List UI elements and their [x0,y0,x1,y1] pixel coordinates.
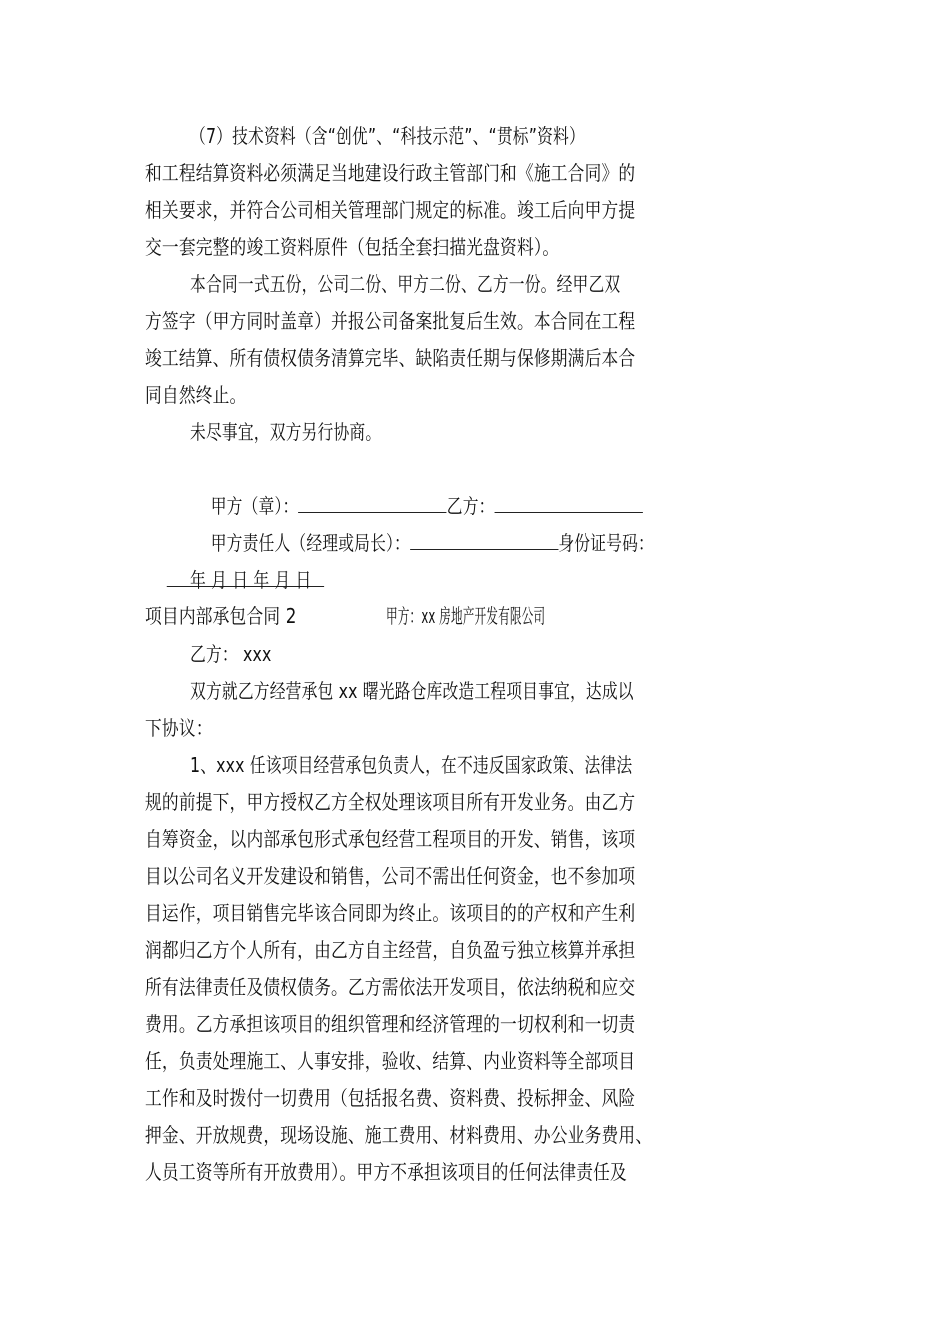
paragraph-line: 自筹资金，以内部承包形式承包经营工程项目的开发、销售，该项 [145,827,636,851]
paragraph-line: 和工程结算资料必须满足当地建设行政主管部门和《施工合同》的 [145,161,636,185]
paragraph-line: 目运作，项目销售完毕该合同即为终止。该项目的的产权和产生利 [145,901,636,925]
id-number-line [145,525,940,562]
paragraph-line: 方签字（甲方同时盖章）并报公司备案批复后生效。本合同在工程 [145,309,636,333]
paragraph-line: 所有法律责任及债权债务。乙方需依法开发项目，依法纳税和应交 [145,975,636,999]
paragraph-line: 人员工资等所有开放费用）。甲方不承担该项目的任何法律责任及 [145,1160,627,1184]
paragraph-line: 押金、开放规费，现场设施、施工费用、材料费用、办公业务费用、 [145,1123,653,1147]
paragraph-line: 下协议： [145,716,213,740]
paragraph-line: 1、xxx 任该项目经营承包负责人，在不违反国家政策、法律法 [190,753,633,777]
paragraph-line: 双方就乙方经营承包 xx 曙光路仓库改造工程项目事宜，达成以 [190,679,634,703]
paragraph-line: 相关要求，并符合公司相关管理部门规定的标准。竣工后向甲方提 [145,198,636,222]
paragraph-line: 未尽事宜，双方另行协商。 [190,420,382,444]
date-line: 年 月 日 年 月 日 [190,568,312,592]
responsible-person-label: 甲方责任人（经理或局长）： [210,531,411,555]
party-a-name: 甲方：xx 房地产开发有限公司 [386,604,546,628]
paragraph-line: （7）技术资料（含“创优”、“科技示范”、“贯标”资料） [190,124,585,148]
signature-line-party-a-b [190,451,940,518]
party-a-seal-label: 甲方（章）： [210,494,299,518]
contract-title: 项目内部承包合同 2 [145,604,297,628]
paragraph-line: 任，负责处理施工、人事安排，验收、结算、内业资料等全部项目 [145,1049,636,1073]
paragraph-line: 竣工结算、所有债权债务清算完毕、缺陷责任期与保修期满后本合 [145,346,636,370]
signature-line-responsible [190,488,940,555]
paragraph-line: 润都归乙方个人所有，由乙方自主经营，自负盈亏独立核算并承担 [145,938,636,962]
paragraph-line: 交一套完整的竣工资料原件（包括全套扫描光盘资料）。 [145,235,560,259]
paragraph-line: 目以公司名义开发建设和销售，公司不需出任何资金，也不参加项 [145,864,636,888]
paragraph-line: 同自然终止。 [145,383,247,407]
paragraph-line: 规的前提下，甲方授权乙方全权处理该项目所有开发业务。由乙方 [145,790,636,814]
party-b-label: 乙方： [446,494,495,518]
paragraph-line: 费用。乙方承担该项目的组织管理和经济管理的一切权利和一切责 [145,1012,636,1036]
party-b-name: 乙方： xxx [190,642,272,666]
paragraph-line: 工作和及时拨付一切费用（包括报名费、资料费、投标押金、风险 [145,1086,636,1110]
id-number-label: 身份证号码： [558,531,654,555]
paragraph-line: 本合同一式五份，公司二份、甲方二份、乙方一份。经甲乙双 [190,272,621,296]
